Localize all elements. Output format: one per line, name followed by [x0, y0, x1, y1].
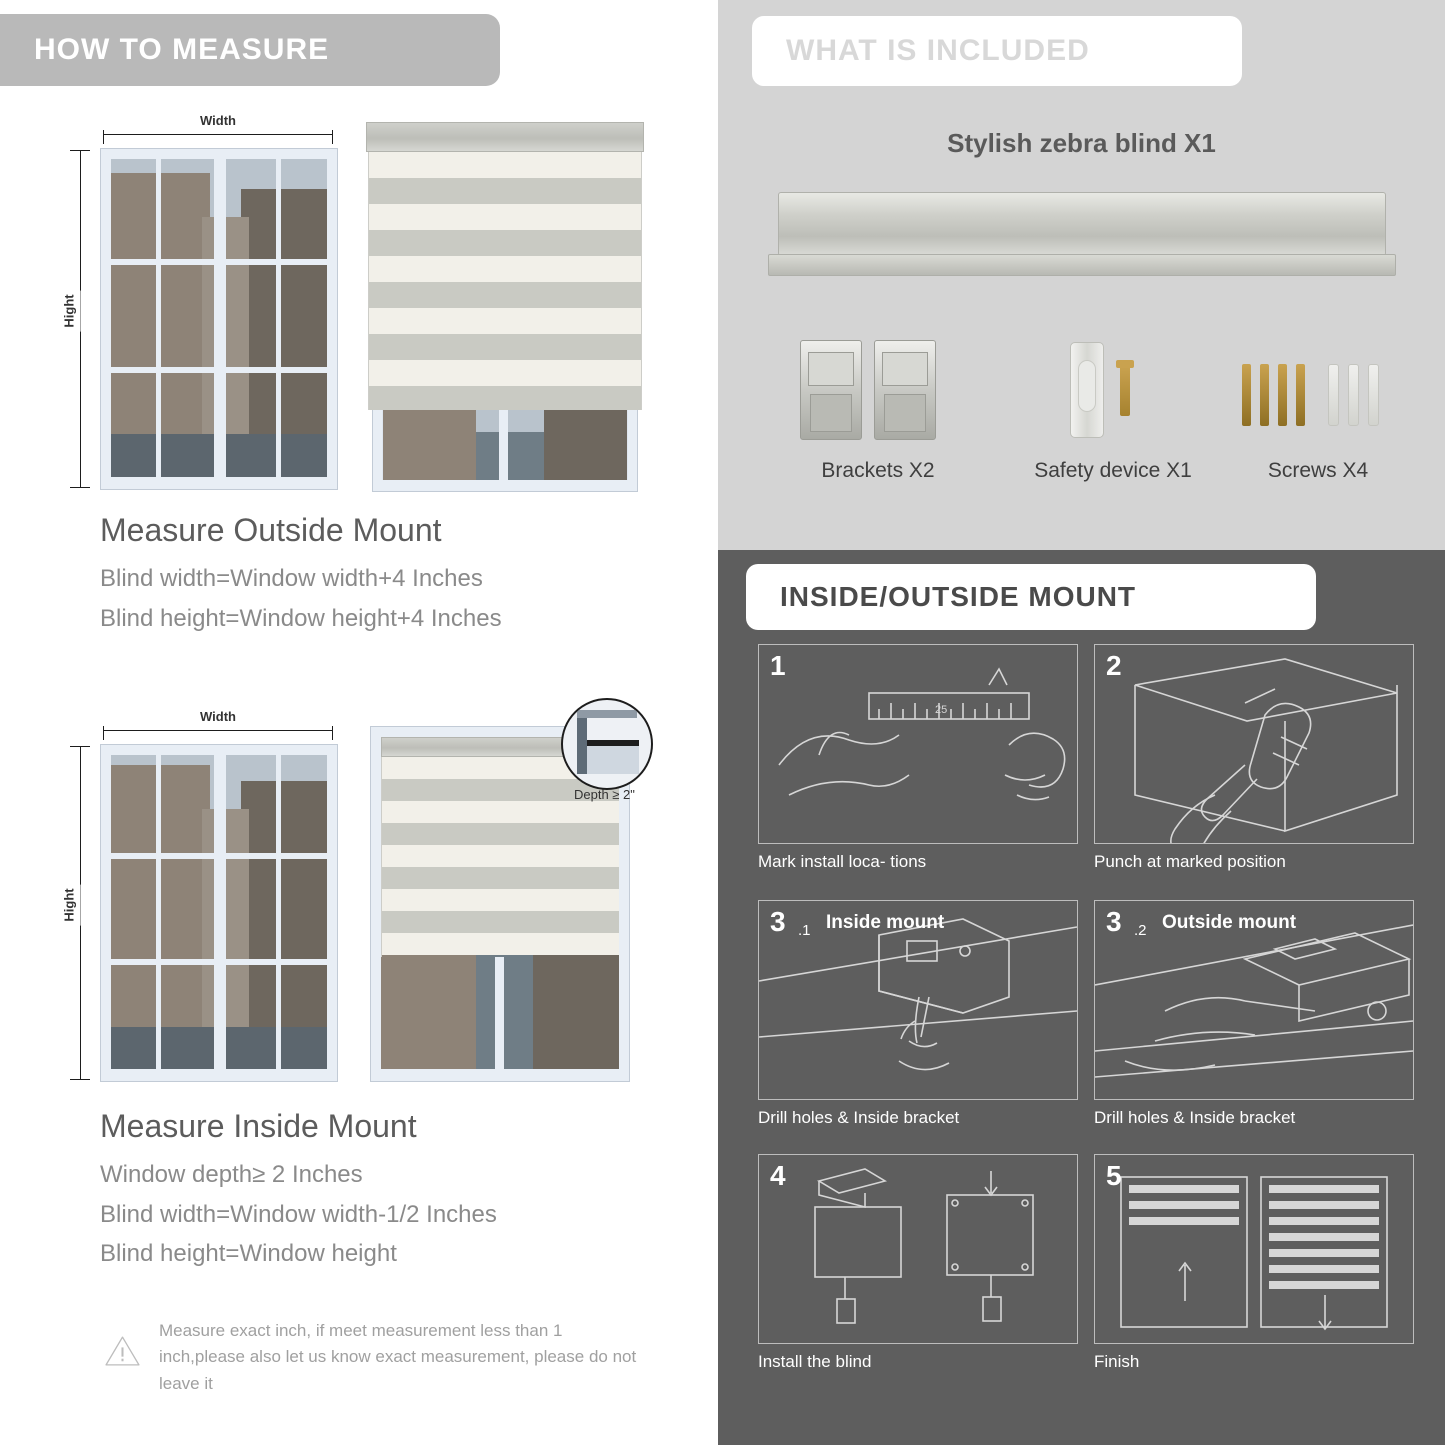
frame-center: [214, 159, 226, 477]
svg-text:25: 25: [935, 704, 948, 716]
step-3-1-number: 3: [770, 906, 786, 937]
step-3-1-suffix: .1: [798, 922, 811, 939]
frame3-top: [101, 745, 337, 755]
step-2-number: 2: [1106, 650, 1122, 681]
outside-width-label: Width: [200, 113, 236, 128]
height-tick-top-2: [70, 746, 90, 747]
height-tick-top: [70, 150, 90, 151]
safety-device-icon: [998, 330, 1228, 445]
step-3-2-number: 3: [1106, 906, 1122, 937]
safety-device-label: Safety device X1: [1034, 459, 1192, 482]
outside-width-label-wrap: [103, 112, 333, 130]
warning-block: [104, 1318, 644, 1397]
blind-bottom-rail: [768, 254, 1396, 276]
frame4-center: [495, 957, 504, 1069]
frame-left: [101, 149, 111, 489]
hand-ruler-icon: [759, 645, 1077, 843]
outside-height-label: Hight: [61, 294, 77, 328]
grid-v1: [156, 159, 161, 477]
main-item-label: Stylish zebra blind X1: [947, 128, 1216, 158]
inside-line-1: Window depth≥ 2 Inches: [100, 1161, 363, 1188]
inside-width-label-wrap: [103, 708, 333, 726]
frame-right: [327, 149, 337, 489]
inside-caption-block: [100, 1108, 497, 1274]
building-right-2: [544, 407, 627, 481]
blind-headrail: [366, 122, 644, 152]
what-is-included-header: [752, 16, 1242, 86]
frame3-center: [214, 755, 226, 1069]
part-safety-device: [998, 330, 1228, 510]
step-3-2-suffix: .2: [1134, 922, 1147, 939]
grid-v2: [276, 159, 281, 477]
what-is-included-panel: [718, 0, 1445, 550]
inside-height-label: Hight: [61, 888, 77, 922]
window-graphic-inside: [100, 744, 338, 1082]
grid3-v1: [156, 755, 161, 1069]
step-3-2-subtitle: Outside mount: [1162, 912, 1297, 933]
outside-line-1: Blind width=Window width+4 Inches: [100, 565, 483, 592]
bracket-icon: [758, 330, 998, 445]
step-3-1-caption: Drill holes & Inside bracket: [758, 1108, 960, 1127]
inside-line-2: Blind width=Window width-1/2 Inches: [100, 1200, 497, 1228]
inside-line-3: Blind height=Window height: [100, 1240, 397, 1268]
depth-label: Depth ≥ 2": [574, 787, 635, 802]
frame2-bottom: [373, 480, 637, 491]
outside-line-2: Blind height=Window height+4 Inches: [100, 604, 502, 632]
warning-triangle-icon: [104, 1318, 141, 1384]
window-graphic-outside: [100, 148, 338, 490]
what-is-included-title: WHAT IS INCLUDED: [786, 34, 1090, 67]
frame-top: [101, 149, 337, 159]
grid3-h1: [111, 853, 327, 859]
how-to-measure-header: [0, 14, 500, 86]
step-4-box: [758, 1154, 1078, 1344]
inside-height-label-wrap: [59, 884, 81, 925]
finish-blind-icon: [1095, 1155, 1413, 1343]
grid-h2: [111, 367, 327, 373]
drill-icon: [1095, 645, 1413, 843]
depth-callout-circle: [561, 698, 653, 790]
zebra-blind-product: [768, 192, 1396, 292]
step-1-number: 1: [770, 650, 786, 681]
inside-outside-mount-panel: [718, 550, 1445, 1445]
part-screws: [1228, 330, 1408, 510]
step-5-box: [1094, 1154, 1414, 1344]
how-to-measure-panel: [0, 0, 712, 1445]
grid3-h2: [111, 959, 327, 965]
mount-title: INSIDE/OUTSIDE MOUNT: [780, 581, 1137, 612]
step-1-caption: Mark install loca- tions: [758, 852, 927, 871]
blind-roll-body: [778, 192, 1386, 256]
part-brackets: [758, 330, 998, 510]
outside-height-label-wrap: [59, 290, 81, 331]
frame4-bottom: [371, 1069, 629, 1081]
width-arrow-line: [103, 134, 333, 135]
step-5-caption: Finish: [1094, 1352, 1140, 1371]
screw-icon: [1228, 330, 1408, 445]
frame3-bottom: [101, 1069, 337, 1081]
frame3-left: [101, 745, 111, 1081]
blind-fabric: [368, 152, 642, 410]
frame-bottom: [101, 477, 337, 489]
frame4-left: [371, 727, 381, 1081]
parts-row: [758, 330, 1408, 510]
frame3-right: [327, 745, 337, 1081]
how-to-measure-title: HOW TO MEASURE: [34, 33, 330, 66]
install-blind-icon: [759, 1155, 1077, 1343]
step-1-box: [758, 644, 1078, 844]
grid3-v2: [276, 755, 281, 1069]
step-2-box: [1094, 644, 1414, 844]
warning-text: Measure exact inch, if meet measurement less than 1 inch,please also let us know exact measurement, please do not leave it: [158, 1321, 637, 1393]
height-tick-bottom-2: [70, 1079, 90, 1080]
mount-header: [746, 564, 1316, 630]
blind-outside-mount: [366, 122, 644, 492]
step-4-caption: Install the blind: [758, 1352, 872, 1371]
outside-mount-title: Measure Outside Mount: [100, 512, 442, 548]
bracket-label: Brackets X2: [821, 459, 935, 482]
width-arrow-line-2: [103, 730, 333, 731]
inside-width-label: Width: [200, 709, 236, 724]
depth-label-wrap: [574, 786, 635, 804]
step-4-number: 4: [770, 1160, 786, 1191]
outside-caption-block: [100, 512, 502, 638]
step-2-caption: Punch at marked position: [1094, 852, 1286, 871]
step-5-number: 5: [1106, 1160, 1122, 1191]
grid-h1: [111, 259, 327, 265]
screw-label: Screws X4: [1267, 459, 1369, 482]
step-3-2-caption: Drill holes & Inside bracket: [1094, 1108, 1296, 1127]
building-left-2: [383, 399, 476, 481]
step-3-1-subtitle: Inside mount: [826, 912, 945, 933]
frame2-center: [499, 398, 508, 480]
inside-mount-title: Measure Inside Mount: [100, 1108, 417, 1144]
height-tick-bottom: [70, 487, 90, 488]
